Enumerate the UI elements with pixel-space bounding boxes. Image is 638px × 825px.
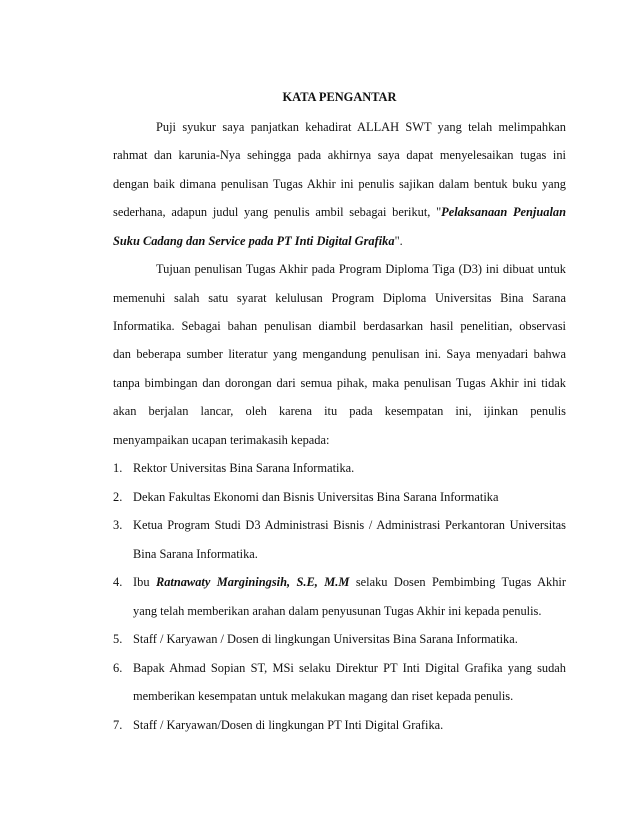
list-item — [113, 625, 566, 653]
document-content — [113, 83, 566, 739]
text-segment: rahmat dan karunia-Nya sehingga pada akhirnya saya dapat menyelesaikan tugas ini — [113, 148, 566, 163]
emphasized-text: Pelaksanaan Penjualan — [441, 205, 566, 220]
text-line — [133, 483, 566, 511]
paragraph — [113, 255, 566, 454]
text-segment: dengan baik dimana penulisan Tugas Akhir ini penulis sajikan dalam bentuk buku yang — [113, 176, 566, 191]
text-line — [133, 540, 566, 568]
numbered-list — [113, 454, 566, 739]
list-item-text — [133, 711, 566, 739]
text-line — [113, 426, 566, 454]
text-line — [133, 711, 566, 739]
text-segment: menyampaikan ucapan terimakasih kepada: — [113, 432, 330, 447]
text-segment: memenuhi salah satu syarat kelulusan Program Diploma Universitas Bina Sarana — [113, 290, 566, 305]
text-segment: Bina Sarana Informatika. — [133, 546, 258, 561]
list-item — [113, 711, 566, 739]
page-title: KATA PENGANTAR — [282, 89, 397, 104]
text-line — [113, 284, 566, 312]
list-item — [113, 454, 566, 482]
text-segment: Informatika. Sebagai bahan penulisan diambil berdasarkan hasil penelitian, observasi — [113, 319, 566, 333]
text-line — [133, 568, 566, 596]
text-line — [133, 454, 566, 482]
text-line — [133, 682, 566, 710]
list-item-text — [133, 654, 566, 711]
text-segment: Bapak Ahmad Sopian ST, MSi selaku Direktur PT Inti Digital Grafika yang sudah — [133, 660, 566, 675]
text-line — [113, 340, 566, 368]
text-line — [113, 113, 566, 141]
text-line — [113, 198, 566, 226]
list-number: 2. — [113, 489, 123, 504]
text-line — [133, 625, 566, 653]
text-segment: Ibu — [133, 575, 156, 590]
list-item-text — [133, 483, 566, 511]
text-line — [133, 511, 566, 539]
text-segment: tanpa bimbingan dan dorongan dari semua pihak, maka penulisan Tugas Akhir ini tidak — [113, 375, 566, 390]
list-item — [113, 511, 566, 568]
text-segment: Staff / Karyawan / Dosen di lingkungan Universitas Bina Sarana Informatika. — [133, 632, 518, 647]
list-item — [113, 568, 566, 625]
list-item-text — [133, 625, 566, 653]
text-segment: Tujuan penulisan Tugas Akhir pada Program Diploma Tiga (D3) ini dibuat untuk — [156, 262, 566, 277]
list-number: 4. — [113, 575, 123, 590]
text-line — [113, 227, 566, 255]
text-segment: ". — [394, 233, 403, 248]
list-item — [113, 483, 566, 511]
text-line — [113, 170, 566, 198]
text-segment: dan beberapa sumber literatur yang mengandung penulisan ini. Saya menyadari bahwa — [113, 347, 566, 362]
list-item — [113, 654, 566, 711]
list-item-text — [133, 568, 566, 625]
text-segment: Staff / Karyawan/Dosen di lingkungan PT Inti Digital Grafika. — [133, 717, 444, 732]
list-number: 7. — [113, 717, 123, 732]
text-segment: sederhana, adapun judul yang penulis ambil sebagai berikut, " — [113, 205, 442, 220]
list-item-text — [133, 511, 566, 568]
emphasized-text: Ratnawaty Marginingsih, S.E, M.M — [155, 575, 350, 590]
text-line — [113, 312, 566, 340]
list-number: 1. — [113, 461, 123, 476]
text-line — [113, 369, 566, 397]
text-segment: Ketua Program Studi D3 Administrasi Bisnis / Administrasi Perkantoran Universitas — [133, 518, 566, 533]
document-body — [113, 113, 566, 739]
list-number: 5. — [113, 632, 123, 647]
text-line — [113, 141, 566, 169]
paragraph — [113, 113, 566, 255]
text-segment: Rektor Universitas Bina Sarana Informatika. — [133, 461, 355, 476]
emphasized-text: Suku Cadang dan Service pada PT Inti Digital Grafika — [113, 233, 395, 248]
text-segment: Dekan Fakultas Ekonomi dan Bisnis Universitas Bina Sarana Informatika — [133, 489, 499, 504]
text-segment: yang telah memberikan arahan dalam penyusunan Tugas Akhir ini kepada penulis. — [133, 603, 542, 618]
text-segment: memberikan kesempatan untuk melakukan magang dan riset kepada penulis. — [133, 689, 514, 704]
text-line — [113, 397, 566, 425]
text-line — [133, 597, 566, 625]
text-segment: Puji syukur saya panjatkan kehadirat ALLAH SWT yang telah melimpahkan — [156, 119, 566, 134]
list-number: 6. — [113, 660, 123, 675]
list-number: 3. — [113, 518, 123, 533]
text-segment: akan berjalan lancar, oleh karena itu pada kesempatan ini, ijinkan penulis — [113, 404, 566, 419]
list-item-text — [133, 454, 566, 482]
text-line — [113, 255, 566, 283]
text-segment: selaku Dosen Pembimbing Tugas Akhir — [349, 575, 566, 590]
text-line — [133, 654, 566, 682]
